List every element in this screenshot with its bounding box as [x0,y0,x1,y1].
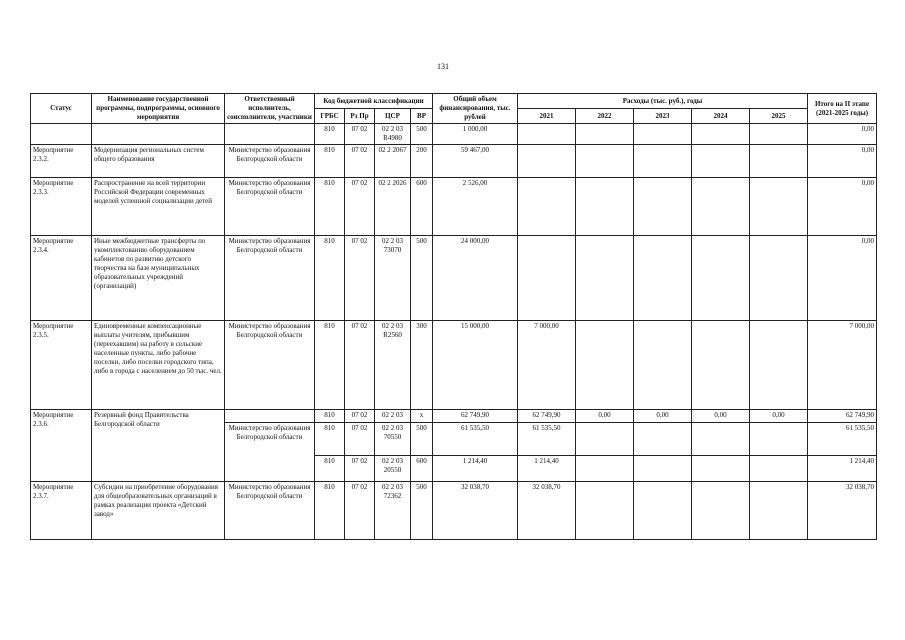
cell-grbs: 810 [315,178,345,236]
cell-status: Мероприятие 2.3.7. [31,482,92,540]
header-vr: ВР [411,109,433,124]
cell-grbs: 810 [315,145,345,178]
table-header [31,94,877,124]
cell-rz: 07 02 [345,145,375,178]
cell-vr: 600 [411,456,433,482]
cell-vr: 500 [411,482,433,540]
header-status: Статус [31,94,92,124]
cell-status: Мероприятие 2.3.5. [31,321,92,410]
cell-grbs: 810 [315,410,345,423]
table-row [31,410,877,423]
cell-rz: 07 02 [345,456,375,482]
cell-grbs: 810 [315,236,345,321]
budget-table [30,93,877,540]
cell-grbs: 810 [315,456,345,482]
cell-vr: x [411,410,433,423]
cell-stage-total: 0,00 [808,145,877,178]
cell-rz: 07 02 [345,178,375,236]
cell-rz: 07 02 [345,482,375,540]
cell-vr: 500 [411,423,433,456]
cell-stage-total: 0,00 [808,236,877,321]
cell-responsible: Министерство образования Белгородской области [225,321,315,410]
cell-responsible: Министерство образования Белгородской области [225,178,315,236]
cell-rz: 07 02 [345,236,375,321]
header-grbs: ГРБС [315,109,345,124]
cell-name: Резервный фонд Правительства Белгородской области [92,410,225,482]
cell-stage-total: 32 038,70 [808,482,877,540]
cell-responsible: Министерство образования Белгородской области [225,482,315,540]
cell-2021: 7 000,00 [518,321,576,410]
header-name: Наименование государственной программы, подпрограммы, основного мероприятия [92,94,225,124]
cell-stage-total: 0,00 [808,178,877,236]
cell-name: Иные межбюджетные трансферты по укомплектованию оборудованием кабинетов по развитию детского творчества на базе муниципальных образовательных учреждений (организаций) [92,236,225,321]
table-row [31,236,877,321]
header-expenses: Расходы (тыс. руб.), годы [518,94,808,109]
cell-csr: 02 2 2026 [375,178,411,236]
cell-total: 61 535,50 [433,423,518,456]
cell-stage-total: 7 000,00 [808,321,877,410]
cell-2021: 1 214,40 [518,456,576,482]
cell-stage-total: 1 214,40 [808,456,877,482]
cell-status: Мероприятие 2.3.4. [31,236,92,321]
cell-rz: 07 02 [345,321,375,410]
cell-total: 15 000,00 [433,321,518,410]
cell-name: Субсидии на приобретение оборудования для общеобразовательных организаций в рамках реализации проекта «Детский завод» [92,482,225,540]
cell-rz: 07 02 [345,124,375,145]
cell-csr: 02 2 2067 [375,145,411,178]
cell-status: Мероприятие 2.3.2. [31,145,92,178]
cell-status: Мероприятие 2.3.6. [31,410,92,482]
page-number: 131 [437,62,449,71]
header-rz: Рз Пр [345,109,375,124]
header-2021: 2021 [518,109,576,124]
cell-csr: 02 2 03 R2560 [375,321,411,410]
cell-total: 2 526,00 [433,178,518,236]
cell-name: Модернизация региональных систем общего образования [92,145,225,178]
cell-rz: 07 02 [345,410,375,423]
cell-rz: 07 02 [345,423,375,456]
header-budget-code: Код бюджетной классификации [315,94,433,109]
table-row [31,178,877,236]
cell-name: Распространение на всей территории Российской Федерации современных моделей успешной социализации детей [92,178,225,236]
cell-2021: 61 535,50 [518,423,576,456]
cell-total: 1 000,00 [433,124,518,145]
cell-grbs: 810 [315,423,345,456]
header-total: Общий объем финансирования, тыс. рублей [433,94,518,124]
cell-csr: 02 2 03 72362 [375,482,411,540]
cell-stage-total: 0,00 [808,124,877,145]
header-csr: ЦСР [375,109,411,124]
cell-csr: 02 2 03 73070 [375,236,411,321]
cell-total: 1 214,40 [433,456,518,482]
header-2023: 2023 [634,109,692,124]
cell-2024: 0,00 [692,410,750,423]
table-row [31,482,877,540]
cell-2021: 32 038,70 [518,482,576,540]
cell-total: 24 000,00 [433,236,518,321]
header-2024: 2024 [692,109,750,124]
cell-2021: 62 749,90 [518,410,576,423]
cell-csr: 02 2 03 70550 [375,423,411,456]
cell-vr: 600 [411,178,433,236]
cell-responsible: Министерство образования Белгородской области [225,236,315,321]
header-2025: 2025 [750,109,808,124]
table-row [31,145,877,178]
cell-vr: 500 [411,236,433,321]
cell-total: 32 038,70 [433,482,518,540]
table-row [31,321,877,410]
cell-vr: 500 [411,124,433,145]
header-2022: 2022 [576,109,634,124]
cell-vr: 200 [411,145,433,178]
cell-2022: 0,00 [576,410,634,423]
cell-status: Мероприятие 2.3.3. [31,178,92,236]
cell-csr: 02 2 03 20550 [375,456,411,482]
cell-grbs: 810 [315,482,345,540]
cell-grbs: 810 [315,321,345,410]
cell-grbs: 810 [315,124,345,145]
cell-stage-total: 61 535,50 [808,423,877,456]
cell-2023: 0,00 [634,410,692,423]
cell-2025: 0,00 [750,410,808,423]
cell-stage-total: 62 749,90 [808,410,877,423]
cell-csr: 02 2 03 [375,410,411,423]
table-row [31,124,877,145]
header-responsible: Ответственный исполнитель, соисполнители, участники [225,94,315,124]
header-stage-total: Итого на II этапе (2021-2025 годы) [808,94,877,124]
cell-vr: 300 [411,321,433,410]
cell-responsible: Министерство образования Белгородской области [225,423,315,482]
cell-name: Единовременные компенсационные выплаты учителям, прибывшим (переехавшим) на работу в сельские населенные пункты, либо рабочие поселки, либо поселки городского типа, либо в города с населением до 50 тыс. чел. [92,321,225,410]
cell-total: 59 467,00 [433,145,518,178]
cell-responsible: Министерство образования Белгородской области [225,145,315,178]
cell-csr: 02 2 03 R4980 [375,124,411,145]
cell-total: 62 749,90 [433,410,518,423]
